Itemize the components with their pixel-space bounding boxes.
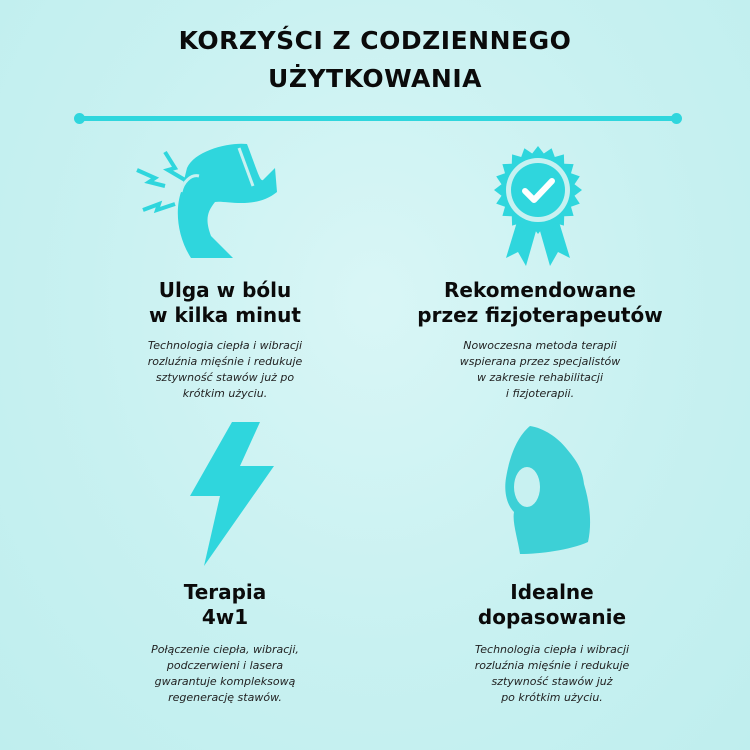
knee-brace-icon bbox=[500, 424, 592, 556]
title-line-2: UŻYTKOWANIA bbox=[268, 64, 482, 93]
title-divider bbox=[74, 113, 682, 123]
lightning-bolt-icon bbox=[190, 422, 274, 566]
benefit-description-3: Połączenie ciepła, wibracji, podczerwieni i lasera gwarantuje kompleksową regenerację stawów. bbox=[151, 643, 299, 704]
benefit-description-2: Nowoczesna metoda terapii wspierana przez specjalistów w zakresie rehabilitacji i fizjoterapii. bbox=[459, 339, 621, 400]
benefit-description-1: Technologia ciepła i wibracji rozluźnia mięśnie i redukuje sztywność stawów już po krótkim użyciu. bbox=[147, 339, 303, 400]
benefit-heading-2: Rekomendowane przez fizjoterapeutów bbox=[417, 278, 663, 327]
benefit-description-4: Technologia ciepła i wibracji rozluźnia mięśnie i redukuje sztywność stawów już po krótkim użyciu. bbox=[474, 643, 630, 704]
page-title bbox=[0, 22, 750, 98]
title-line-1: KORZYŚCI Z CODZIENNEGO bbox=[178, 26, 572, 55]
benefit-heading-4: Idealne dopasowanie bbox=[477, 580, 627, 629]
benefit-heading-1: Ulga w bólu w kilka minut bbox=[149, 278, 301, 327]
award-badge-icon bbox=[492, 146, 584, 270]
knee-pain-icon bbox=[135, 140, 285, 260]
benefit-heading-3: Terapia 4w1 bbox=[183, 580, 267, 629]
